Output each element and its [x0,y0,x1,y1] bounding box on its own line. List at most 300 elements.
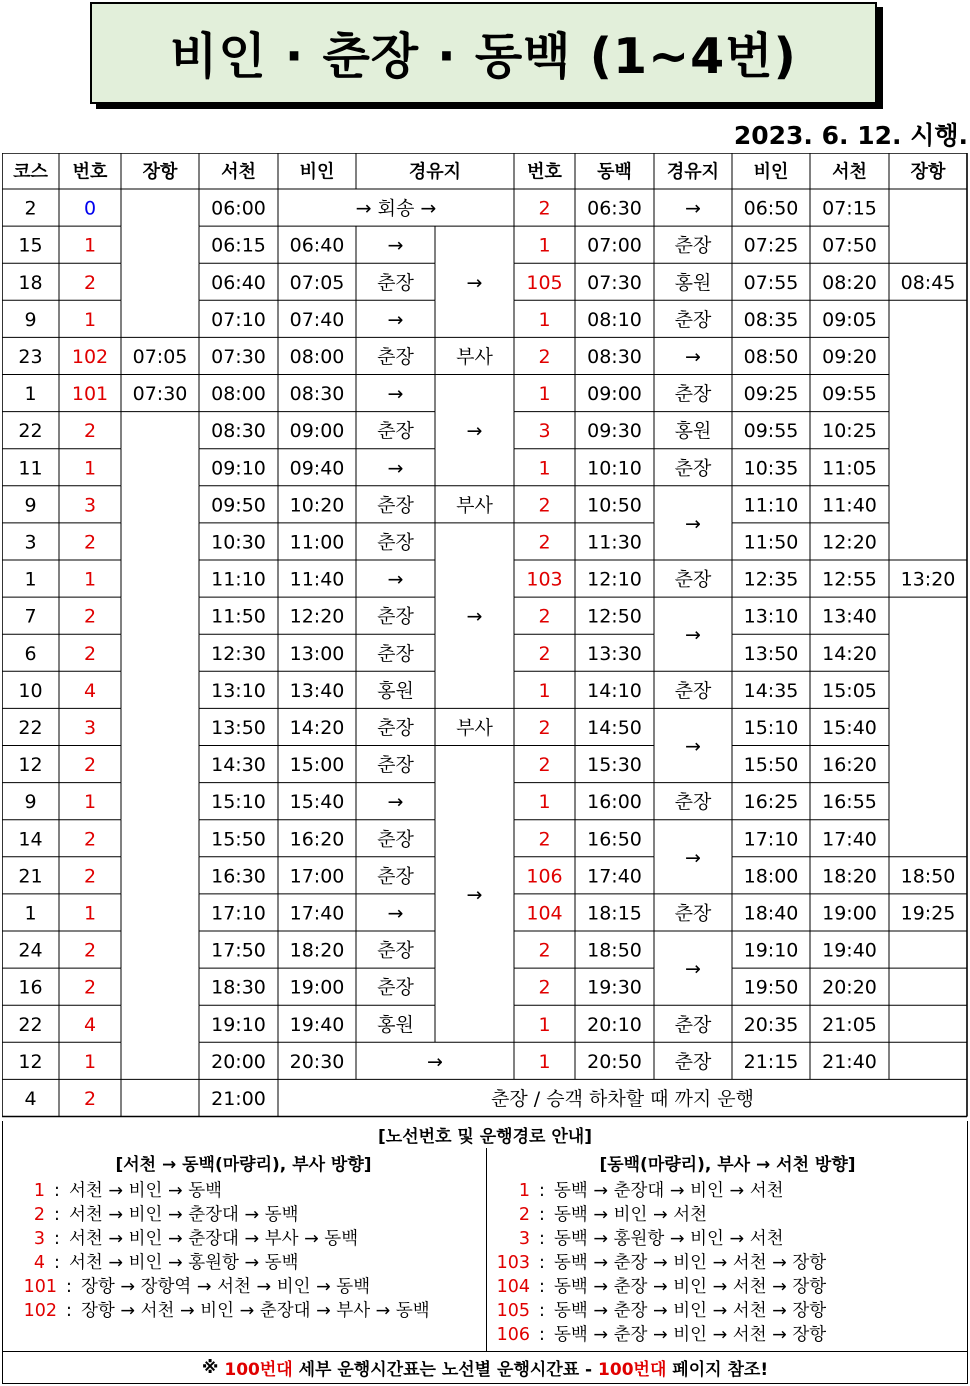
seocheon-time: 17:10 [211,902,266,925]
via-cell: 춘장 [377,754,414,777]
biin-time: 19:00 [289,976,345,999]
janghang-time: 07:05 [132,345,188,368]
via-cell: 춘장 [377,865,414,888]
biin-return-time: 13:50 [743,642,799,665]
column-header: 서천 [221,161,256,183]
biin-time: 16:20 [289,828,345,851]
seocheon-return-time: 19:00 [822,902,877,925]
biin-time: 14:20 [289,716,345,739]
route-path: 동백 → 춘장 → 비인 → 서천 → 장항 [554,1277,827,1297]
course-cell: 18 [18,271,43,294]
outbound-route-no: 3 [83,716,97,739]
outbound-route-no: 2 [83,865,97,888]
course-cell: 7 [24,605,37,628]
seocheon-return-time: 07:50 [822,234,877,257]
via-cell: → [387,791,404,814]
inbound-via: 춘장 [674,568,712,591]
inbound-route-no: 2 [538,345,551,368]
seocheon-time: 09:50 [211,494,266,517]
via-cell: 춘장 [377,716,414,739]
inbound-route-no: 2 [538,754,551,777]
janghang-return-time: 19:25 [900,902,956,925]
biin-return-time: 06:50 [743,197,799,220]
biin-time: 17:40 [289,902,345,925]
last-run-note: 춘장 / 승객 하차할 때 까지 운행 [491,1087,754,1110]
inbound-route-no: 2 [538,939,551,962]
biin-return-time: 11:10 [743,494,799,517]
route-number: 3 [518,1229,530,1249]
inbound-route-no: 103 [526,568,563,591]
route-path: 동백 → 춘장대 → 비인 → 서천 [554,1181,784,1201]
outbound-route-no: 2 [83,642,97,665]
route-path: 장항 → 장항역 → 서천 → 비인 → 동백 [81,1277,371,1297]
route-guide [2,1121,968,1384]
via-cell: 춘장 [377,345,414,368]
route-path: 서천 → 비인 → 춘장대 → 부사 → 동백 [69,1229,359,1249]
biin-return-time: 11:50 [743,531,799,554]
route-number: 3 [33,1229,45,1249]
merged-arrow: → [466,883,483,906]
biin-return-time: 16:25 [743,791,799,814]
biin-return-time: 09:25 [743,383,799,406]
inbound-route-no: 1 [538,383,551,406]
dongbaek-time: 07:30 [587,271,642,294]
course-cell: 9 [24,791,37,814]
deadhead-cell: → 회송 → [355,197,437,220]
route-colon: : [539,1181,545,1201]
course-cell: 6 [24,642,37,665]
dongbaek-time: 08:30 [587,345,642,368]
route-path: 동백 → 춘장 → 비인 → 서천 → 장항 [554,1301,827,1321]
route-path: 서천 → 비인 → 홍원항 → 동백 [69,1253,299,1273]
dongbaek-time: 19:30 [587,976,642,999]
seocheon-return-time: 11:40 [822,494,877,517]
course-cell: 23 [18,345,43,368]
notice-middle: 세부 운행시간표는 노선별 운행시간표 - [292,1360,599,1380]
biin-return-time: 13:10 [743,605,799,628]
notice-highlight-1: 100번대 [224,1360,293,1380]
inbound-route-no: 2 [538,976,551,999]
dongbaek-time: 10:50 [587,494,642,517]
biin-return-time: 10:35 [743,457,799,480]
outbound-route-no: 0 [83,197,97,220]
seocheon-time: 13:50 [211,716,266,739]
seocheon-time: 07:30 [211,345,266,368]
seocheon-return-time: 15:40 [822,716,877,739]
seocheon-return-time: 09:05 [822,308,877,331]
biin-time: 15:00 [289,754,345,777]
inbound-route-no: 1 [538,234,551,257]
biin-return-time: 12:35 [743,568,799,591]
course-cell: 22 [18,716,43,739]
inbound-route-no: 2 [538,716,551,739]
notice-prefix: ※ [201,1357,225,1378]
inbound-via: 춘장 [674,308,712,331]
via-cell: → [387,308,404,331]
outbound-route-no: 2 [83,1087,97,1110]
biin-return-time: 20:35 [743,1013,799,1036]
dongbaek-time: 16:00 [587,791,642,814]
via-cell: → [387,457,404,480]
seocheon-return-time: 12:20 [822,531,877,554]
seocheon-return-time: 12:55 [822,568,877,591]
route-guide-divider [486,1148,487,1351]
biin-time: 18:20 [289,939,345,962]
seocheon-time: 14:30 [211,754,266,777]
seocheon-time: 06:00 [211,197,266,220]
biin-time: 19:40 [289,1013,345,1036]
column-header: 비인 [753,161,789,183]
biin-return-time: 19:50 [743,976,799,999]
route-colon: : [539,1229,545,1249]
seocheon-return-time: 19:40 [822,939,877,962]
dongbaek-time: 08:10 [587,308,642,331]
route-row [3,1251,484,1275]
seocheon-time: 15:50 [211,828,266,851]
inbound-route-no: 2 [538,494,551,517]
seocheon-return-time: 15:05 [822,679,877,702]
merged-arrow: → [685,735,701,758]
dongbaek-time: 13:30 [587,642,642,665]
biin-time: 11:40 [289,568,345,591]
dongbaek-time: 17:40 [587,865,642,888]
column-header: 번호 [72,161,108,183]
seocheon-return-time: 10:25 [822,420,877,443]
janghang-return-time: 18:50 [900,865,956,888]
via-cell: 춘장 [377,828,414,851]
inbound-route-no: 2 [538,531,551,554]
merged-arrow: → [466,271,483,294]
inbound-routes [488,1151,967,1347]
inbound-via: 홍원 [674,420,712,443]
inbound-route-no: 2 [538,642,551,665]
route-row [488,1227,967,1251]
route-path: 동백 → 비인 → 서천 [554,1205,708,1225]
course-cell: 24 [18,939,43,962]
biin-time: 13:40 [289,679,345,702]
column-header: 코스 [13,161,48,183]
inbound-route-no: 2 [538,605,551,628]
dongbaek-time: 12:50 [587,605,642,628]
seocheon-time: 07:10 [211,308,266,331]
via-busa: 부사 [456,494,493,517]
dongbaek-time: 11:30 [587,531,642,554]
biin-time: 07:40 [289,308,345,331]
dongbaek-time: 18:15 [587,902,642,925]
biin-time: 13:00 [289,642,345,665]
outbound-route-no: 3 [83,494,97,517]
dongbaek-time: 20:50 [587,1050,642,1073]
route-colon: : [539,1253,545,1273]
seocheon-return-time: 08:20 [822,271,877,294]
route-path: 동백 → 홍원항 → 비인 → 서천 [554,1229,784,1249]
biin-return-time: 09:55 [743,420,799,443]
dongbaek-time: 14:50 [587,716,642,739]
biin-return-time: 08:35 [743,308,799,331]
seocheon-time: 16:30 [211,865,266,888]
course-cell: 12 [18,754,43,777]
inbound-route-no: 1 [538,308,551,331]
course-cell: 22 [18,1013,43,1036]
inbound-via: 춘장 [674,457,712,480]
dongbaek-time: 10:10 [587,457,642,480]
seocheon-return-time: 14:20 [822,642,877,665]
biin-time: 17:00 [289,865,345,888]
via-cell: 춘장 [377,642,414,665]
via-cell: 춘장 [377,605,414,628]
route-colon: : [54,1205,60,1225]
route-number: 104 [496,1277,530,1297]
course-cell: 12 [18,1050,43,1073]
via-busa: 부사 [456,345,493,368]
route-colon: : [539,1325,545,1345]
route-number: 1 [33,1181,45,1201]
course-cell: 11 [18,457,43,480]
biin-return-time: 21:15 [743,1050,799,1073]
merged-arrow: → [466,420,483,443]
course-cell: 9 [24,494,37,517]
merged-arrow: → [685,846,701,869]
seocheon-return-time: 21:05 [822,1013,877,1036]
biin-time: 09:40 [289,457,345,480]
seocheon-return-time: 09:20 [822,345,877,368]
inbound-route-no: 2 [538,197,551,220]
janghang-return-time: 08:45 [900,271,956,294]
outbound-route-no: 1 [83,1050,97,1073]
outbound-route-no: 1 [83,457,97,480]
course-cell: 3 [24,531,37,554]
merged-arrow: → [685,512,701,535]
course-cell: 1 [24,902,37,925]
via-cell: → [387,568,404,591]
merged-arrow: → [466,605,483,628]
seocheon-time: 18:30 [211,976,266,999]
via-cell: 춘장 [377,271,414,294]
route-colon: : [54,1181,60,1201]
route-row [488,1275,967,1299]
biin-return-time: 17:10 [743,828,799,851]
biin-return-time: 19:10 [743,939,799,962]
outbound-route-no: 2 [83,271,97,294]
route-row [488,1323,967,1347]
route-guide-title: [노선번호 및 운행경로 안내] [378,1127,592,1147]
timetable-grid [2,153,968,1121]
course-cell: 1 [24,568,37,591]
inbound-via: → [685,345,701,368]
via-cell: 홍원 [377,679,414,702]
seocheon-time: 19:10 [211,1013,266,1036]
biin-return-time: 14:35 [743,679,799,702]
via-busa: 부사 [456,716,493,739]
timetable [2,153,968,1121]
course-cell: 14 [18,828,43,851]
outbound-route-no: 2 [83,605,97,628]
via-cell: 춘장 [377,420,414,443]
column-header: 장항 [142,161,178,183]
seocheon-time: 11:50 [211,605,266,628]
seocheon-return-time: 11:05 [822,457,877,480]
janghang-time: 07:30 [132,383,188,406]
seocheon-time: 08:00 [211,383,266,406]
biin-time: 08:30 [289,383,345,406]
seocheon-return-time: 16:20 [822,754,877,777]
route-row [3,1203,484,1227]
route-path: 서천 → 비인 → 동백 [69,1181,223,1201]
inbound-route-no: 1 [538,1013,551,1036]
seocheon-return-time: 17:40 [822,828,877,851]
route-number: 1 [518,1181,530,1201]
column-header: 동백 [597,161,632,183]
biin-time: 10:20 [289,494,345,517]
dongbaek-time: 12:10 [587,568,642,591]
route-row [3,1227,484,1251]
route-number: 101 [23,1277,57,1297]
notice [3,1351,967,1383]
biin-return-time: 15:10 [743,716,799,739]
inbound-via: → [685,197,701,220]
inbound-route-no: 2 [538,828,551,851]
biin-return-time: 15:50 [743,754,799,777]
column-header: 비인 [299,161,335,183]
seocheon-time: 10:30 [211,531,266,554]
course-cell: 9 [24,308,37,331]
column-header: 장항 [910,161,946,183]
seocheon-return-time: 18:20 [822,865,877,888]
seocheon-return-time: 07:15 [822,197,877,220]
dongbaek-time: 06:30 [587,197,642,220]
seocheon-time: 13:10 [211,679,266,702]
seocheon-time: 12:30 [211,642,266,665]
route-number: 106 [496,1325,530,1345]
route-path: 동백 → 춘장 → 비인 → 서천 → 장항 [554,1253,827,1273]
outbound-route-no: 4 [83,1013,97,1036]
outbound-route-no: 1 [83,902,97,925]
dongbaek-time: 07:00 [587,234,642,257]
route-row [488,1299,967,1323]
biin-time: 06:40 [289,234,345,257]
via-cell: 춘장 [377,939,414,962]
outbound-heading: [서천 → 동백(마량리), 부사 방향] [115,1155,372,1175]
outbound-route-no: 2 [83,420,97,443]
route-row [488,1179,967,1203]
biin-time: 08:00 [289,345,345,368]
outbound-route-no: 101 [71,383,109,406]
dongbaek-time: 09:30 [587,420,642,443]
via-cell: → [387,234,404,257]
outbound-route-no: 102 [71,345,109,368]
outbound-route-no: 2 [83,531,97,554]
inbound-route-no: 1 [538,679,551,702]
via-arrow: → [427,1050,443,1073]
seocheon-time: 20:00 [211,1050,266,1073]
seocheon-return-time: 21:40 [822,1050,877,1073]
column-header: 번호 [527,161,562,183]
route-colon: : [66,1301,72,1321]
column-header: 경유지 [408,161,462,183]
route-path: 장항 → 서천 → 비인 → 춘장대 → 부사 → 동백 [81,1301,430,1321]
inbound-route-no: 106 [526,865,563,888]
route-colon: : [539,1205,545,1225]
notice-highlight-2: 100번대 [598,1360,667,1380]
seocheon-time: 08:30 [211,420,266,443]
route-row [0,1275,484,1299]
route-number: 105 [496,1301,530,1321]
biin-return-time: 08:50 [743,345,799,368]
course-cell: 21 [18,865,43,888]
seocheon-time: 17:50 [211,939,266,962]
route-number: 103 [496,1253,530,1273]
effective-date: 2023. 6. 12. 시행. [733,121,968,150]
merged-arrow: → [685,624,701,647]
route-row [0,1299,484,1323]
route-number: 4 [33,1253,45,1273]
biin-return-time: 18:40 [743,902,799,925]
seocheon-return-time: 09:55 [822,383,877,406]
dongbaek-time: 15:30 [587,754,642,777]
biin-return-time: 18:00 [743,865,799,888]
dongbaek-time: 20:10 [587,1013,642,1036]
route-colon: : [539,1277,545,1297]
inbound-via: 홍원 [674,271,712,294]
route-path: 서천 → 비인 → 춘장대 → 동백 [69,1205,299,1225]
notice-suffix: 페이지 참조! [666,1360,769,1380]
course-cell: 15 [18,234,43,257]
janghang-return-time: 13:20 [900,568,956,591]
outbound-route-no: 2 [83,939,97,962]
route-row [488,1203,967,1227]
inbound-route-no: 104 [526,902,563,925]
course-cell: 16 [18,976,43,999]
inbound-via: 춘장 [674,234,712,257]
seocheon-time: 06:40 [211,271,266,294]
inbound-route-no: 105 [526,271,563,294]
outbound-routes [3,1151,484,1323]
route-colon: : [539,1301,545,1321]
outbound-route-no: 1 [83,308,97,331]
route-number: 102 [23,1301,57,1321]
dongbaek-time: 18:50 [587,939,642,962]
seocheon-time: 15:10 [211,791,266,814]
outbound-route-no: 1 [83,568,97,591]
route-number: 2 [518,1205,530,1225]
seocheon-time: 11:10 [211,568,266,591]
inbound-heading: [동백(마량리), 부사 → 서천 방향] [599,1155,856,1175]
inbound-route-no: 1 [538,1050,551,1073]
outbound-route-no: 2 [83,754,97,777]
outbound-route-no: 1 [83,791,97,814]
via-cell: 춘장 [377,494,414,517]
seocheon-time: 06:15 [211,234,266,257]
dongbaek-time: 09:00 [587,383,642,406]
course-cell: 1 [24,383,37,406]
inbound-route-no: 1 [538,791,551,814]
biin-time: 11:00 [289,531,345,554]
seocheon-return-time: 13:40 [822,605,877,628]
dongbaek-time: 14:10 [587,679,642,702]
outbound-route-no: 1 [83,234,97,257]
biin-time: 15:40 [289,791,345,814]
outbound-route-no: 2 [83,976,97,999]
course-cell: 10 [18,679,43,702]
inbound-route-no: 3 [538,420,551,443]
via-cell: → [387,383,404,406]
column-header: 서천 [832,161,867,183]
course-cell: 2 [24,197,37,220]
route-row [3,1179,484,1203]
inbound-route-no: 1 [538,457,551,480]
route-number: 2 [33,1205,45,1225]
biin-return-time: 07:55 [743,271,799,294]
